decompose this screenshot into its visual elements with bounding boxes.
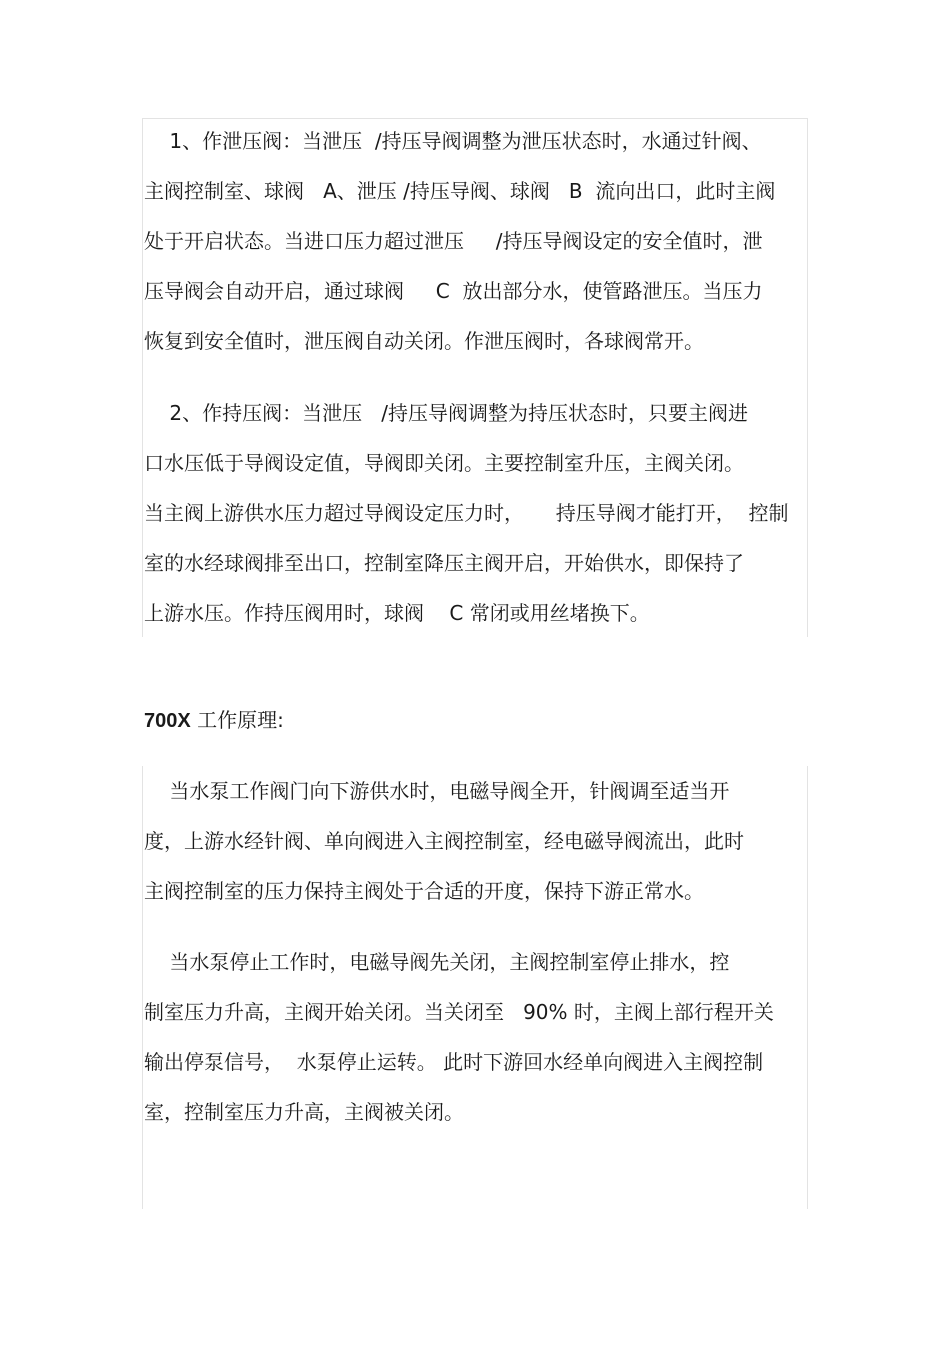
text-line: 主阀控制室、球阀 A、泄压 /持压导阀、球阀 B 流向出口，此时主阀 xyxy=(144,179,776,203)
text-line: 制室压力升高，主阀开始关闭。当关闭至 90% 时，主阀上部行程开关 xyxy=(144,1000,774,1024)
text-line: 当水泵停止工作时，电磁导阀先关闭，主阀控制室停止排水，控 xyxy=(144,950,730,974)
section-heading xyxy=(144,707,284,734)
text-line: 上游水压。作持压阀用时，球阀 C 常闭或用丝堵换下。 xyxy=(144,601,650,625)
heading-text: 工作原理: xyxy=(190,708,284,732)
text-line: 当主阀上游供水压力超过导阀设定压力时， 持压导阀才能打开， 控制 xyxy=(144,501,789,525)
text-line: 恢复到安全值时，泄压阀自动关闭。作泄压阀时，各球阀常开。 xyxy=(144,329,704,353)
text-line: 处于开启状态。当进口压力超过泄压 /持压导阀设定的安全值时，泄 xyxy=(144,229,763,253)
text-line: 输出停泵信号， 水泵停止运转。 此时下游回水经单向阀进入主阀控制 xyxy=(144,1050,764,1074)
text-line: 口水压低于导阀设定值，导阀即关闭。主要控制室升压，主阀关闭。 xyxy=(144,451,744,475)
text-line: 压导阀会自动开启，通过球阀 C 放出部分水，使管路泄压。当压力 xyxy=(144,279,763,303)
text-line: 室，控制室压力升高，主阀被关闭。 xyxy=(144,1100,464,1124)
text-line: 1、作泄压阀：当泄压 /持压导阀调整为泄压状态时，水通过针阀、 xyxy=(144,129,762,153)
model-number: 700X xyxy=(144,710,191,732)
text-line: 度，上游水经针阀、单向阀进入主阀控制室，经电磁导阀流出，此时 xyxy=(144,829,744,853)
text-line: 主阀控制室的压力保持主阀处于合适的开度，保持下游正常水。 xyxy=(144,879,704,903)
text-line: 2、作持压阀：当泄压 /持压导阀调整为持压状态时，只要主阀进 xyxy=(144,401,748,425)
text-line: 室的水经球阀排至出口，控制室降压主阀开启，开始供水，即保持了 xyxy=(144,551,744,575)
text-line: 当水泵工作阀门向下游供水时，电磁导阀全开，针阀调至适当开 xyxy=(144,779,730,803)
